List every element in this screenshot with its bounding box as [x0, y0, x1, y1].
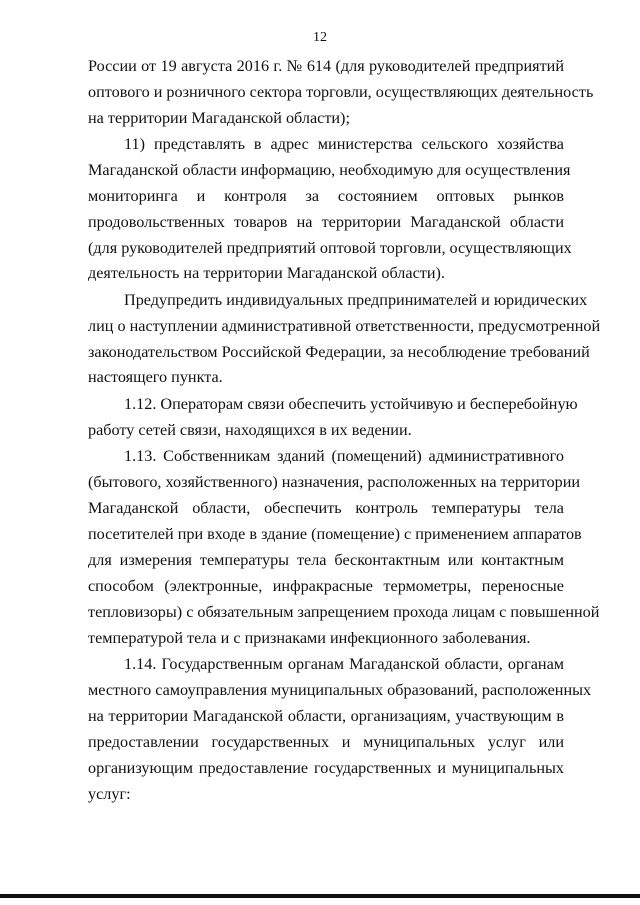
text-line: для измерения температуры тела бесконтактным или контактным [88, 551, 564, 569]
text-line: (бытового, хозяйственного) назначения, расположенных на территории [88, 473, 581, 491]
text-line: (для руководителей предприятий оптовой торговли, осуществляющих [88, 239, 572, 257]
text-line: России от 19 августа 2016 г. № 614 (для руководителей предприятий [88, 57, 564, 75]
text-line: услуг: [88, 785, 131, 803]
text-line: 1.13. Собственникам зданий (помещений) административного [124, 447, 564, 465]
page-number: 12 [313, 30, 327, 45]
text-line: 1.14. Государственным органам Магаданской области, органам [124, 655, 564, 673]
text-line: 1.12. Операторам связи обеспечить устойчивую и бесперебойную [124, 395, 578, 413]
text-line: продовольственных товаров на территории Магаданской области [88, 213, 564, 231]
text-line: местного самоуправления муниципальных образований, расположенных [88, 681, 592, 699]
text-line: организующим предоставление государственных и муниципальных [88, 759, 564, 777]
text-line: предоставлении государственных и муниципальных услуг или [88, 733, 564, 751]
text-line: Магаданской области, обеспечить контроль температуры тела [88, 499, 564, 517]
text-line: законодательством Российской Федерации, за несоблюдение требований [88, 343, 590, 361]
text-line: посетителей при входе в здание (помещение) с применением аппаратов [88, 525, 582, 543]
text-line: на территории Магаданской области); [88, 109, 350, 127]
text-line: деятельность на территории Магаданской области). [88, 264, 445, 282]
text-line: Магаданской области информацию, необходимую для осуществления [88, 161, 571, 179]
text-line: работу сетей связи, находящихся в их ведении. [88, 421, 412, 439]
text-line: способом (электронные, инфракрасные термометры, переносные [88, 577, 564, 595]
text-line: настоящего пункта. [88, 368, 223, 386]
text-line: температурой тела и с признаками инфекционного заболевания. [88, 629, 531, 647]
text-line: на территории Магаданской области, организациям, участвующим в [88, 707, 564, 725]
text-line: лиц о наступлении административной ответственности, предусмотренной [88, 317, 601, 335]
text-line: 11) представлять в адрес министерства сельского хозяйства [124, 135, 564, 153]
scan-bottom-edge [0, 894, 640, 898]
text-line: тепловизоры) с обязательным запрещением прохода лицам с повышенной [88, 603, 600, 621]
text-line: мониторинга и контроля за состоянием оптовых рынков [88, 187, 564, 205]
text-line: оптового и розничного сектора торговли, осуществляющих деятельность [88, 83, 594, 101]
text-line: Предупредить индивидуальных предпринимателей и юридических [124, 291, 588, 309]
